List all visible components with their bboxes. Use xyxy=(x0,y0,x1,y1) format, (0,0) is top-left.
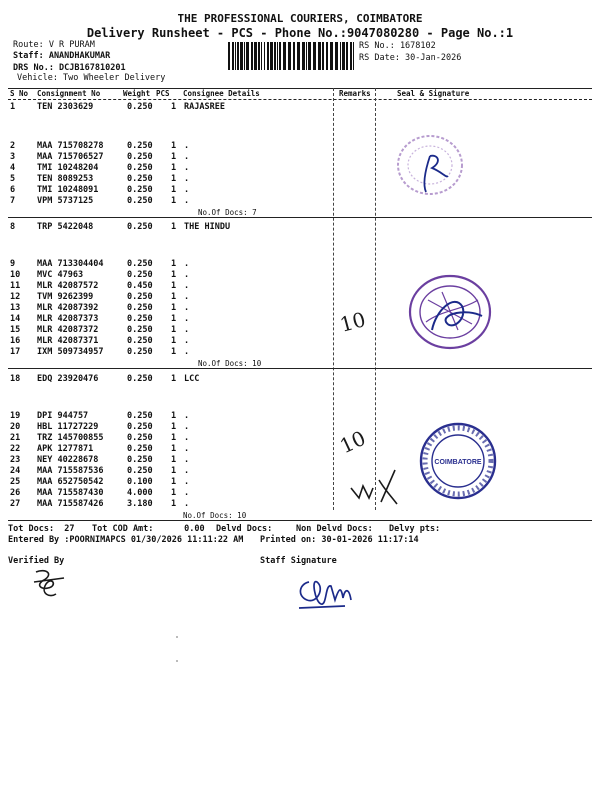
row-pcs: 1 xyxy=(171,141,177,151)
barcode-bar xyxy=(288,42,291,70)
drs-number: DRS No.: DCJB167810201 xyxy=(13,63,126,73)
barcode-bar xyxy=(322,42,324,70)
row-details: . xyxy=(184,270,190,280)
row-details: . xyxy=(184,196,190,206)
row-weight: 0.250 xyxy=(127,174,153,184)
docs-count: No.Of Docs: 10 xyxy=(198,359,262,368)
row-sno: 6 xyxy=(10,185,16,195)
row-weight: 0.100 xyxy=(127,477,153,487)
row-consignment: MAA 713304404 xyxy=(37,259,104,269)
barcode-bar xyxy=(283,42,286,70)
receiver-signature xyxy=(345,452,415,512)
group-rule xyxy=(8,368,592,369)
row-weight: 0.250 xyxy=(127,185,153,195)
col-sno: S No xyxy=(10,89,29,98)
row-details: . xyxy=(184,325,190,335)
row-weight: 0.250 xyxy=(127,422,153,432)
group-rule xyxy=(8,217,592,218)
row-consignment: MAA 715587426 xyxy=(37,499,104,509)
barcode-bar xyxy=(235,42,236,70)
barcode-bar xyxy=(346,42,348,70)
row-details: . xyxy=(184,163,190,173)
barcode-bar xyxy=(326,42,328,70)
delivery-points: Delvy pts: xyxy=(389,524,441,534)
row-sno: 25 xyxy=(10,477,21,487)
row-consignment: MLR 42087572 xyxy=(37,281,99,291)
row-pcs: 1 xyxy=(171,222,177,232)
row-sno: 14 xyxy=(10,314,21,324)
row-consignment: MVC 47963 xyxy=(37,270,84,280)
row-consignment: EDQ 23920476 xyxy=(37,374,99,384)
row-weight: 0.250 xyxy=(127,374,153,384)
row-sno: 9 xyxy=(10,259,16,269)
row-weight: 0.250 xyxy=(127,411,153,421)
page-title: Delivery Runsheet - PCS - Phone No.:9047080280 - Page No.:1 xyxy=(86,26,514,40)
barcode-bar xyxy=(246,42,249,70)
speck xyxy=(176,660,178,662)
row-pcs: 1 xyxy=(171,163,177,173)
row-sno: 26 xyxy=(10,488,21,498)
row-sno: 13 xyxy=(10,303,21,313)
row-pcs: 1 xyxy=(171,477,177,487)
row-consignment: TVM 9262399 xyxy=(37,292,94,302)
barcode-bar xyxy=(330,42,333,70)
staff-label: Staff: ANANDHAKUMAR xyxy=(13,51,111,61)
row-weight: 0.250 xyxy=(127,270,153,280)
row-details: . xyxy=(184,422,190,432)
row-consignment: DPI 944757 xyxy=(37,411,89,421)
barcode-bar xyxy=(306,42,307,70)
barcode-bar xyxy=(251,42,253,70)
row-details: . xyxy=(184,488,190,498)
barcode-bar xyxy=(353,42,354,70)
row-weight: 0.250 xyxy=(127,314,153,324)
row-details: . xyxy=(184,174,190,184)
row-weight: 3.180 xyxy=(127,499,153,509)
speck xyxy=(176,636,178,638)
row-details: . xyxy=(184,314,190,324)
consignee-name: THE HINDU xyxy=(184,222,231,232)
row-pcs: 1 xyxy=(171,325,177,335)
row-weight: 4.000 xyxy=(127,488,153,498)
docs-count: No.Of Docs: 7 xyxy=(198,208,257,217)
row-weight: 0.250 xyxy=(127,141,153,151)
row-pcs: 1 xyxy=(171,374,177,384)
entered-by: Entered By :POORNIMAPCS 01/30/2026 11:11:22 AM xyxy=(8,535,244,545)
row-consignment: MAA 715708278 xyxy=(37,141,104,151)
verified-by-label: Verified By xyxy=(8,556,65,566)
row-pcs: 1 xyxy=(171,270,177,280)
row-consignment: TRZ 145700855 xyxy=(37,433,104,443)
row-details: . xyxy=(184,455,190,465)
row-weight: 0.450 xyxy=(127,281,153,291)
barcode-bar xyxy=(313,42,316,70)
row-pcs: 1 xyxy=(171,411,177,421)
barcode-bar xyxy=(350,42,352,70)
row-sno: 7 xyxy=(10,196,16,206)
barcode xyxy=(228,42,356,70)
row-pcs: 1 xyxy=(171,433,177,443)
row-weight: 0.250 xyxy=(127,222,153,232)
row-pcs: 1 xyxy=(171,422,177,432)
row-details: . xyxy=(184,141,190,151)
barcode-bar xyxy=(335,42,338,70)
row-details: . xyxy=(184,499,190,509)
col-consignment: Consignment No xyxy=(37,89,101,98)
row-pcs: 1 xyxy=(171,185,177,195)
row-pcs: 1 xyxy=(171,292,177,302)
company-name: THE PROFESSIONAL COURIERS, COIMBATORE xyxy=(177,12,423,25)
divider-seal xyxy=(375,88,376,510)
row-consignment: TEN 2303629 xyxy=(37,102,94,112)
row-details: . xyxy=(184,411,190,421)
row-sno: 21 xyxy=(10,433,21,443)
row-weight: 0.250 xyxy=(127,196,153,206)
row-sno: 23 xyxy=(10,455,21,465)
barcode-bar xyxy=(308,42,311,70)
barcode-bar xyxy=(240,42,243,70)
row-sno: 2 xyxy=(10,141,16,151)
row-details: . xyxy=(184,281,190,291)
row-pcs: 1 xyxy=(171,259,177,269)
barcode-bar xyxy=(254,42,257,70)
col-weight: Weight xyxy=(123,89,151,98)
row-consignment: MAA 715706527 xyxy=(37,152,104,162)
staff-signature xyxy=(295,574,355,614)
barcode-bar xyxy=(264,42,265,70)
barcode-bar xyxy=(267,42,269,70)
row-weight: 0.250 xyxy=(127,102,153,112)
row-sno: 20 xyxy=(10,422,21,432)
divider-remarks xyxy=(333,88,334,510)
row-weight: 0.250 xyxy=(127,444,153,454)
barcode-bar xyxy=(237,42,239,70)
stamp-center-text: COIMBATORE xyxy=(434,459,482,466)
row-pcs: 1 xyxy=(171,336,177,346)
row-pcs: 1 xyxy=(171,499,177,509)
col-pcs: PCS xyxy=(156,89,170,98)
row-pcs: 1 xyxy=(171,347,177,357)
row-consignment: MLR 42087371 xyxy=(37,336,99,346)
printed-on: Printed on: 30-01-2026 11:17:14 xyxy=(260,535,419,545)
row-sno: 24 xyxy=(10,466,21,476)
row-consignment: NEY 40228678 xyxy=(37,455,99,465)
row-pcs: 1 xyxy=(171,314,177,324)
row-details: . xyxy=(184,477,190,487)
row-consignment: IXM 509734957 xyxy=(37,347,104,357)
row-consignment: APK 1277871 xyxy=(37,444,94,454)
row-sno: 8 xyxy=(10,222,16,232)
barcode-bar xyxy=(277,42,278,70)
row-pcs: 1 xyxy=(171,152,177,162)
barcode-bar xyxy=(228,42,230,70)
barcode-bar xyxy=(293,42,295,70)
barcode-bar xyxy=(274,42,276,70)
signature-scribble xyxy=(412,148,452,198)
row-details: . xyxy=(184,336,190,346)
row-weight: 0.250 xyxy=(127,336,153,346)
consignee-name: RAJASREE xyxy=(184,102,225,112)
row-details: . xyxy=(184,292,190,302)
row-consignment: HBL 11727229 xyxy=(37,422,99,432)
col-seal: Seal & Signature xyxy=(397,89,470,98)
row-details: . xyxy=(184,259,190,269)
barcode-bar xyxy=(342,42,345,70)
row-sno: 18 xyxy=(10,374,21,384)
barcode-bar xyxy=(258,42,260,70)
table-header-rule xyxy=(8,99,592,100)
row-sno: 22 xyxy=(10,444,21,454)
remark-handwritten: 10 xyxy=(337,307,369,337)
barcode-bar xyxy=(261,42,262,70)
total-docs: Tot Docs: 27 xyxy=(8,524,75,534)
row-pcs: 1 xyxy=(171,303,177,313)
remark-handwritten: 10 xyxy=(336,425,370,459)
row-weight: 0.250 xyxy=(127,303,153,313)
row-pcs: 1 xyxy=(171,196,177,206)
row-details: . xyxy=(184,433,190,443)
row-consignment: MAA 715587536 xyxy=(37,466,104,476)
delivered-docs: Delvd Docs: xyxy=(216,524,273,534)
row-details: . xyxy=(184,347,190,357)
barcode-bar xyxy=(318,42,321,70)
row-sno: 11 xyxy=(10,281,21,291)
route-label: Route: V R PURAM xyxy=(13,40,95,50)
row-consignment: MLR 42087392 xyxy=(37,303,99,313)
chakradhara-stamp xyxy=(417,420,499,502)
total-cod-amount: Tot COD Amt: 0.00 xyxy=(92,524,205,534)
non-delivered-docs: Non Delvd Docs: xyxy=(296,524,373,534)
row-consignment: TMI 10248091 xyxy=(37,185,99,195)
row-sno: 4 xyxy=(10,163,16,173)
row-weight: 0.250 xyxy=(127,455,153,465)
row-pcs: 1 xyxy=(171,488,177,498)
row-sno: 19 xyxy=(10,411,21,421)
verified-signature xyxy=(30,566,70,602)
row-pcs: 1 xyxy=(171,102,177,112)
row-weight: 0.250 xyxy=(127,466,153,476)
col-consignee: Consignee Details xyxy=(183,89,260,98)
vehicle-label: Vehicle: Two Wheeler Delivery xyxy=(17,73,166,83)
row-weight: 0.250 xyxy=(127,163,153,173)
barcode-bar xyxy=(279,42,281,70)
row-consignment: VPM 5737125 xyxy=(37,196,94,206)
barcode-bar xyxy=(270,42,273,70)
row-consignment: MLR 42087372 xyxy=(37,325,99,335)
row-consignment: TMI 10248204 xyxy=(37,163,99,173)
the-hindu-stamp xyxy=(402,270,502,354)
row-details: . xyxy=(184,466,190,476)
row-weight: 0.250 xyxy=(127,347,153,357)
row-consignment: MLR 42087373 xyxy=(37,314,99,324)
row-details: . xyxy=(184,152,190,162)
row-sno: 3 xyxy=(10,152,16,162)
row-weight: 0.250 xyxy=(127,152,153,162)
row-details: . xyxy=(184,303,190,313)
row-consignment: MAA 652750542 xyxy=(37,477,104,487)
consignee-name: LCC xyxy=(184,374,200,384)
row-sno: 1 xyxy=(10,102,16,112)
row-consignment: TRP 5422048 xyxy=(37,222,94,232)
row-sno: 27 xyxy=(10,499,21,509)
barcode-bar xyxy=(297,42,300,70)
row-pcs: 1 xyxy=(171,174,177,184)
row-sno: 5 xyxy=(10,174,16,184)
col-remarks: Remarks xyxy=(339,89,371,98)
row-details: . xyxy=(184,185,190,195)
row-pcs: 1 xyxy=(171,444,177,454)
row-consignment: MAA 715587430 xyxy=(37,488,104,498)
row-sno: 15 xyxy=(10,325,21,335)
row-pcs: 1 xyxy=(171,281,177,291)
row-sno: 17 xyxy=(10,347,21,357)
row-sno: 12 xyxy=(10,292,21,302)
barcode-bar xyxy=(232,42,234,70)
rs-date: RS Date: 30-Jan-2026 xyxy=(359,53,462,63)
row-weight: 0.250 xyxy=(127,433,153,443)
row-pcs: 1 xyxy=(171,466,177,476)
table-bottom-rule xyxy=(8,520,592,521)
row-weight: 0.250 xyxy=(127,292,153,302)
row-details: . xyxy=(184,444,190,454)
barcode-bar xyxy=(244,42,245,70)
barcode-bar xyxy=(302,42,305,70)
row-pcs: 1 xyxy=(171,455,177,465)
row-weight: 0.250 xyxy=(127,325,153,335)
row-sno: 16 xyxy=(10,336,21,346)
rs-number: RS No.: 1678102 xyxy=(359,41,436,51)
row-weight: 0.250 xyxy=(127,259,153,269)
staff-signature-label: Staff Signature xyxy=(260,556,337,566)
row-sno: 10 xyxy=(10,270,21,280)
barcode-bar xyxy=(340,42,341,70)
row-consignment: TEN 8089253 xyxy=(37,174,94,184)
docs-count: No.Of Docs: 10 xyxy=(183,511,247,520)
